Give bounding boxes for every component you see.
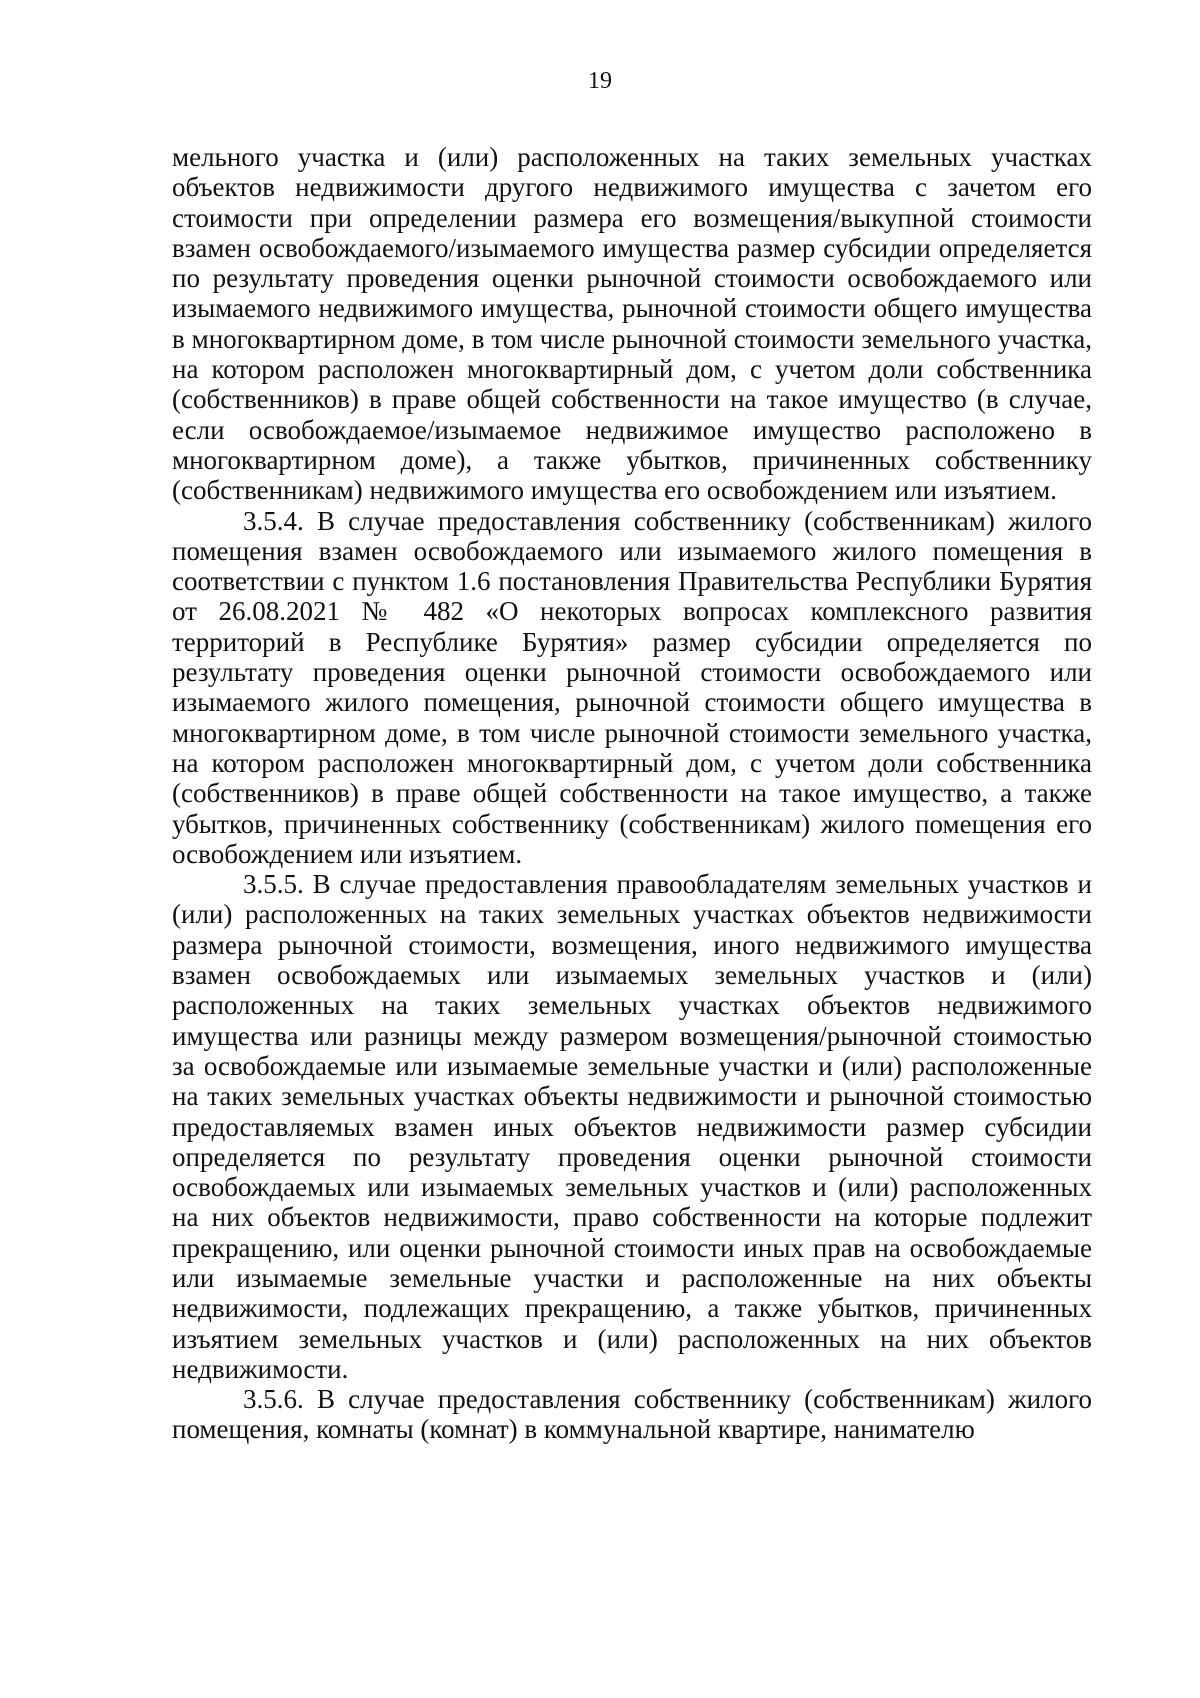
paragraph-3-5-4: 3.5.4. В случае предоставления собственнику (собственникам) жилого помещения взамен освобождаемого или изымаемого жилого помещения в соответствии с пунктом 1.6 постановления Правительства Республики Бурятия от 26.08.2021 № 482 «О некоторых вопросах комплексного развития территорий в Республике Бурятия» размер субсидии определяется по результату проведения оценки рыночной стоимости освобождаемого или изымаемого жилого помещения, рыночной стоимости общего имущества в многоквартирном доме, в том числе рыночной стоимости земельного участка, на котором расположен многоквартирный дом, с учетом доли собственника (собственников) в праве общей собственности на такое имущество, а также убытков, причиненных собственнику (собственникам) жилого помещения его освобождением или изъятием. [172,505,1092,869]
paragraph-continuation: мельного участка и (или) расположенных на таких земельных участках объектов недвижимости другого недвижимого имущества с зачетом его стоимости при определении размера его возмещения/выкупной стоимости взамен освобождаемого/изымаемого имущества размер субсидии определяется по результату проведения оценки рыночной стоимости освобождаемого или изымаемого недвижимого имущества, рыночной стоимости общего имущества в многоквартирном доме, в том числе рыночной стоимости земельного участка, на котором расположен многоквартирный дом, с учетом доли собственника (собственников) в праве общей собственности на такое имущество (в случае, если освобождаемое/изымаемое недвижимое имущество расположено в многоквартирном доме), а также убытков, причиненных собственнику (собственникам) недвижимого имущества его освобождением или изъятием. [172,142,1092,506]
paragraph-3-5-6: 3.5.6. В случае предоставления собственнику (собственникам) жилого помещения, комнаты (комнат) в коммунальной квартире, нанимателю [172,1384,1092,1445]
page-number: 19 [588,68,612,94]
paragraph-3-5-5: 3.5.5. В случае предоставления правообладателям земельных участков и (или) расположенных на таких земельных участках объектов недвижимости размера рыночной стоимости, возмещения, иного недвижимого имущества взамен освобождаемых или изымаемых земельных участков и (или) расположенных на таких земельных участках объектов недвижимого имущества или разницы между размером возмещения/рыночной стоимостью за освобождаемые или изымаемые земельные участки и (или) расположенные на таких земельных участках объекты недвижимости и рыночной стоимостью предоставляемых взамен иных объектов недвижимости размер субсидии определяется по результату проведения оценки рыночной стоимости освобождаемых или изымаемых земельных участков и (или) расположенных на них объектов недвижимости, право собственности на которые подлежит прекращению, или оценки рыночной стоимости иных прав на освобождаемые или изымаемые земельные участки и расположенные на них объекты недвижимости, подлежащих прекращению, а также убытков, причиненных изъятием земельных участков и (или) расположенных на них объектов недвижимости. [172,869,1092,1384]
document-body [172,142,1092,1445]
